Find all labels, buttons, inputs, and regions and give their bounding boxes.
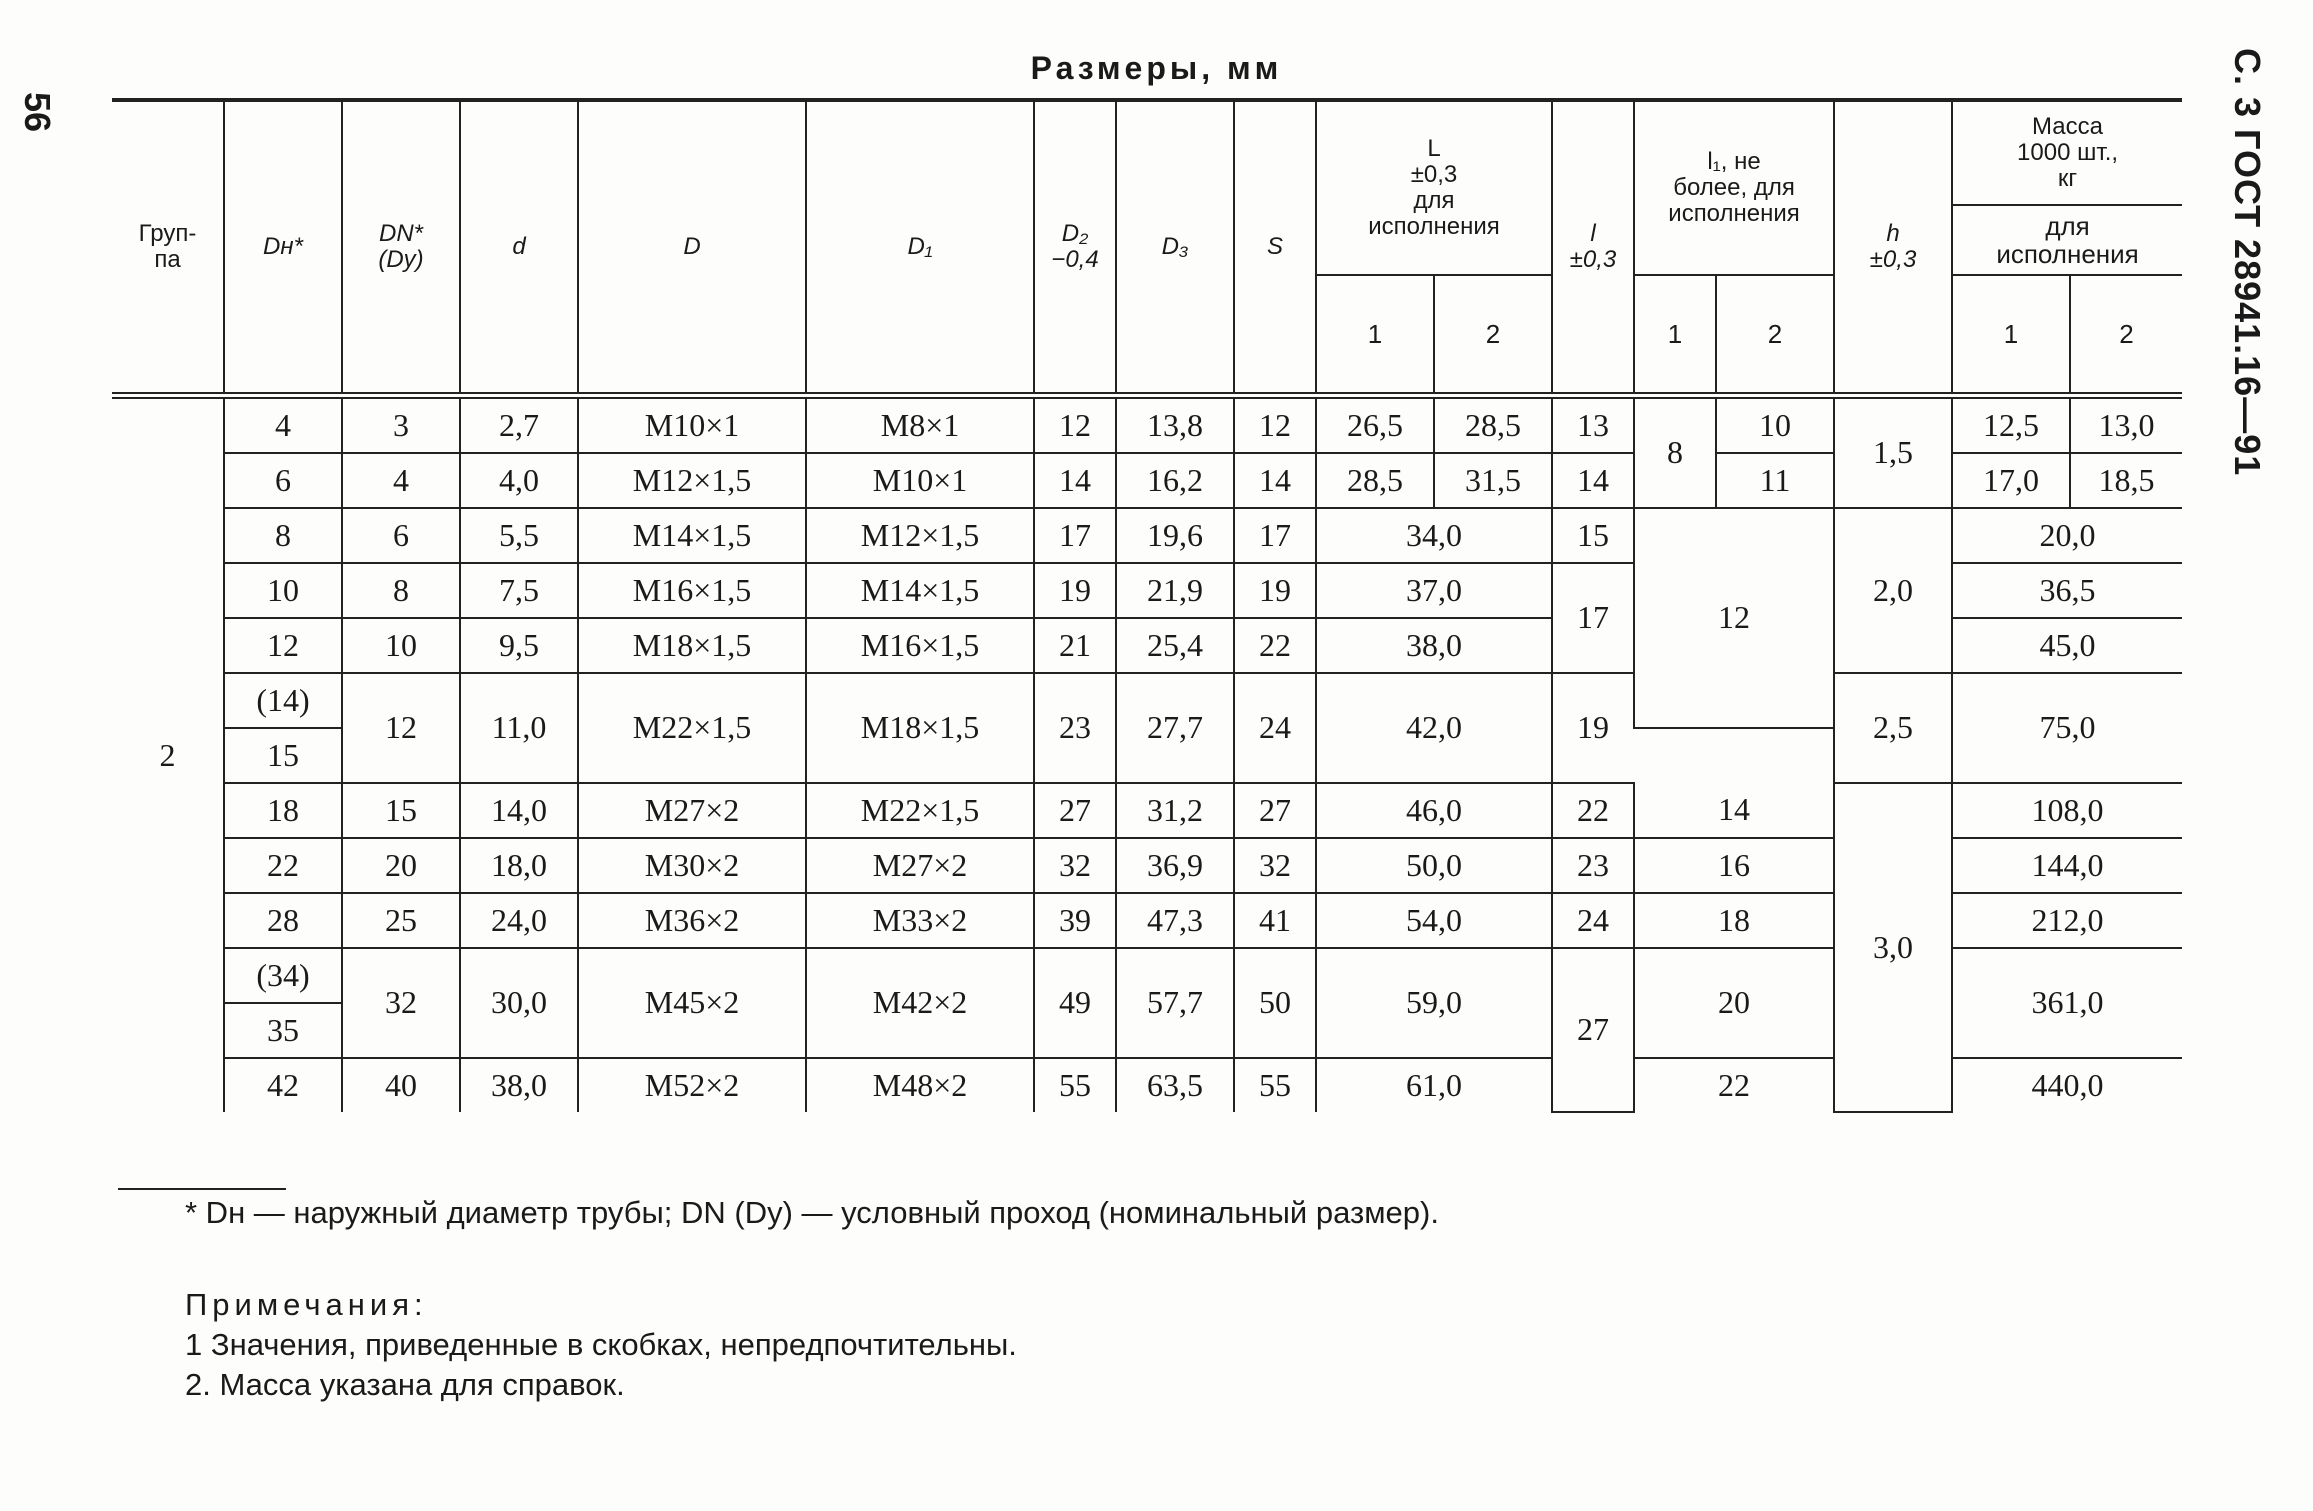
cell-h: 3,0 bbox=[1834, 783, 1952, 1112]
cell-dn-outer: 42 bbox=[224, 1058, 342, 1112]
cell-S: 17 bbox=[1234, 508, 1316, 563]
cell-S: 27 bbox=[1234, 783, 1316, 838]
cell-l: 13 bbox=[1552, 395, 1634, 453]
header-h: h ±0,3 bbox=[1834, 100, 1952, 395]
cell-dn-nominal: 8 bbox=[342, 563, 460, 618]
cell-D: M52×2 bbox=[578, 1058, 806, 1112]
cell-l: 27 bbox=[1552, 948, 1634, 1112]
header-l1: l₁, не более, для исполнения bbox=[1634, 100, 1834, 275]
cell-mass: 212,0 bbox=[1952, 893, 2182, 948]
cell-dn-outer: 12 bbox=[224, 618, 342, 673]
cell-dn-outer: 10 bbox=[224, 563, 342, 618]
cell-D: M12×1,5 bbox=[578, 453, 806, 508]
cell-L: 37,0 bbox=[1316, 563, 1552, 618]
header-D: D bbox=[578, 100, 806, 395]
cell-D1: M42×2 bbox=[806, 948, 1034, 1058]
notes bbox=[185, 1285, 1017, 1405]
cell-dn-outer: 4 bbox=[224, 395, 342, 453]
header-L: L ±0,3 для исполнения bbox=[1316, 100, 1552, 275]
cell-mass: 144,0 bbox=[1952, 838, 2182, 893]
header-group: Груп- па bbox=[112, 100, 224, 395]
cell-L: 59,0 bbox=[1316, 948, 1552, 1058]
header-L-v1: 1 bbox=[1316, 275, 1434, 395]
header-l1-v2: 2 bbox=[1716, 275, 1834, 395]
cell-D1: M48×2 bbox=[806, 1058, 1034, 1112]
cell-dn-nominal: 6 bbox=[342, 508, 460, 563]
cell-dn-nominal: 25 bbox=[342, 893, 460, 948]
cell-d: 4,0 bbox=[460, 453, 578, 508]
cell-dn-outer: 35 bbox=[224, 1003, 342, 1058]
cell-dn-outer: 8 bbox=[224, 508, 342, 563]
table-body bbox=[112, 395, 2300, 1112]
dimensions-table bbox=[112, 98, 2300, 1113]
cell-L-v2: 28,5 bbox=[1434, 395, 1552, 453]
cell-D: M36×2 bbox=[578, 893, 806, 948]
cell-D2: 21 bbox=[1034, 618, 1116, 673]
header-S: S bbox=[1234, 100, 1316, 395]
cell-D2: 19 bbox=[1034, 563, 1116, 618]
cell-d: 14,0 bbox=[460, 783, 578, 838]
cell-D2: 14 bbox=[1034, 453, 1116, 508]
cell-D2: 32 bbox=[1034, 838, 1116, 893]
cell-l1-v1: 8 bbox=[1634, 395, 1716, 508]
cell-D3: 36,9 bbox=[1116, 838, 1234, 893]
cell-D1: M33×2 bbox=[806, 893, 1034, 948]
cell-D1: M27×2 bbox=[806, 838, 1034, 893]
cell-D: M18×1,5 bbox=[578, 618, 806, 673]
cell-l: 24 bbox=[1552, 893, 1634, 948]
cell-mass-v1: 17,0 bbox=[1952, 453, 2070, 508]
running-header: С. 3 ГОСТ 28941.16—91 bbox=[2227, 48, 2268, 477]
cell-mass: 361,0 bbox=[1952, 948, 2182, 1058]
cell-dn-outer: (14) bbox=[224, 673, 342, 728]
cell-l1: 22 bbox=[1634, 1058, 1834, 1112]
cell-L: 34,0 bbox=[1316, 508, 1552, 563]
cell-d: 24,0 bbox=[460, 893, 578, 948]
cell-d: 18,0 bbox=[460, 838, 578, 893]
cell-L-v2: 31,5 bbox=[1434, 453, 1552, 508]
cell-L: 50,0 bbox=[1316, 838, 1552, 893]
cell-D1: M8×1 bbox=[806, 395, 1034, 453]
cell-S: 22 bbox=[1234, 618, 1316, 673]
cell-dn-nominal: 10 bbox=[342, 618, 460, 673]
cell-D1: M12×1,5 bbox=[806, 508, 1034, 563]
cell-mass: 20,0 bbox=[1952, 508, 2182, 563]
cell-d: 9,5 bbox=[460, 618, 578, 673]
cell-h: 2,5 bbox=[1834, 673, 1952, 783]
cell-D: M10×1 bbox=[578, 395, 806, 453]
cell-dn-outer: 18 bbox=[224, 783, 342, 838]
cell-L: 46,0 bbox=[1316, 783, 1552, 838]
cell-S: 19 bbox=[1234, 563, 1316, 618]
cell-dn-nominal: 3 bbox=[342, 395, 460, 453]
cell-D2: 27 bbox=[1034, 783, 1116, 838]
cell-D1: M10×1 bbox=[806, 453, 1034, 508]
cell-L: 54,0 bbox=[1316, 893, 1552, 948]
cell-L-v1: 28,5 bbox=[1316, 453, 1434, 508]
cell-dn-nominal: 20 bbox=[342, 838, 460, 893]
cell-d: 11,0 bbox=[460, 673, 578, 783]
cell-mass-v2: 13,0 bbox=[2070, 395, 2182, 453]
cell-dn-nominal: 12 bbox=[342, 673, 460, 783]
cell-D3: 57,7 bbox=[1116, 948, 1234, 1058]
cell-mass: 440,0 bbox=[1952, 1058, 2182, 1112]
cell-d: 5,5 bbox=[460, 508, 578, 563]
cell-l1: 12 bbox=[1634, 508, 1834, 728]
cell-dn-outer: 15 bbox=[224, 728, 342, 783]
header-mass-v2: 2 bbox=[2070, 275, 2182, 395]
cell-l: 14 bbox=[1552, 453, 1634, 508]
cell-dn-nominal: 15 bbox=[342, 783, 460, 838]
cell-D1: M22×1,5 bbox=[806, 783, 1034, 838]
cell-S: 24 bbox=[1234, 673, 1316, 783]
cell-l: 17 bbox=[1552, 563, 1634, 673]
cell-l: 23 bbox=[1552, 838, 1634, 893]
cell-D: M16×1,5 bbox=[578, 563, 806, 618]
header-l1-v1: 1 bbox=[1634, 275, 1716, 395]
page-number: 56 bbox=[17, 92, 58, 133]
header-dn-outer: Dн* bbox=[224, 100, 342, 395]
cell-D: M14×1,5 bbox=[578, 508, 806, 563]
cell-l1: 20 bbox=[1634, 948, 1834, 1058]
cell-D3: 27,7 bbox=[1116, 673, 1234, 783]
cell-d: 38,0 bbox=[460, 1058, 578, 1112]
cell-D: M27×2 bbox=[578, 783, 806, 838]
cell-dn-outer: 28 bbox=[224, 893, 342, 948]
cell-h: 2,0 bbox=[1834, 508, 1952, 673]
group-cell: 2 bbox=[159, 736, 176, 773]
cell-D3: 63,5 bbox=[1116, 1058, 1234, 1112]
note-item: 1 Значения, приведенные в скобках, непредпочтительны. bbox=[185, 1327, 1017, 1362]
cell-D3: 13,8 bbox=[1116, 395, 1234, 453]
cell-dn-nominal: 40 bbox=[342, 1058, 460, 1112]
cell-D1: M18×1,5 bbox=[806, 673, 1034, 783]
cell-l1-v2: 10 bbox=[1716, 395, 1834, 453]
table-caption: Размеры, мм bbox=[1030, 50, 1283, 86]
cell-D2: 17 bbox=[1034, 508, 1116, 563]
cell-mass: 75,0 bbox=[1952, 673, 2182, 783]
cell-D3: 47,3 bbox=[1116, 893, 1234, 948]
cell-d: 7,5 bbox=[460, 563, 578, 618]
cell-dn-outer: (34) bbox=[224, 948, 342, 1003]
cell-l1: 14 bbox=[1634, 783, 1834, 838]
cell-d: 2,7 bbox=[460, 395, 578, 453]
cell-L: 61,0 bbox=[1316, 1058, 1552, 1112]
cell-D3: 16,2 bbox=[1116, 453, 1234, 508]
cell-D3: 31,2 bbox=[1116, 783, 1234, 838]
cell-D2: 23 bbox=[1034, 673, 1116, 783]
header-d: d bbox=[460, 100, 578, 395]
cell-dn-outer: 6 bbox=[224, 453, 342, 508]
header-l: l ±0,3 bbox=[1552, 100, 1634, 395]
cell-d: 30,0 bbox=[460, 948, 578, 1058]
header-D3: D₃ bbox=[1116, 100, 1234, 395]
cell-D2: 39 bbox=[1034, 893, 1116, 948]
cell-l: 22 bbox=[1552, 783, 1634, 838]
cell-S: 50 bbox=[1234, 948, 1316, 1058]
cell-h: 1,5 bbox=[1834, 395, 1952, 508]
cell-D2: 55 bbox=[1034, 1058, 1116, 1112]
cell-dn-nominal: 32 bbox=[342, 948, 460, 1058]
cell-S: 12 bbox=[1234, 395, 1316, 453]
header-mass-v1: 1 bbox=[1952, 275, 2070, 395]
cell-D3: 19,6 bbox=[1116, 508, 1234, 563]
header-mass-variant: для исполнения bbox=[1952, 205, 2182, 275]
cell-D2: 12 bbox=[1034, 395, 1116, 453]
header-L-v2: 2 bbox=[1434, 275, 1552, 395]
header-D1: D₁ bbox=[806, 100, 1034, 395]
note-item: 2. Масса указана для справок. bbox=[185, 1367, 625, 1402]
header-D2: D₂ −0,4 bbox=[1034, 100, 1116, 395]
cell-S: 32 bbox=[1234, 838, 1316, 893]
cell-D: M22×1,5 bbox=[578, 673, 806, 783]
cell-dn-nominal: 4 bbox=[342, 453, 460, 508]
cell-L: 38,0 bbox=[1316, 618, 1552, 673]
cell-mass: 45,0 bbox=[1952, 618, 2182, 673]
notes-title: Примечания: bbox=[185, 1287, 428, 1322]
header-mass: Масса 1000 шт., кг bbox=[1952, 100, 2182, 205]
cell-l: 19 bbox=[1552, 673, 1634, 783]
cell-D1: M14×1,5 bbox=[806, 563, 1034, 618]
cell-l1: 16 bbox=[1634, 838, 1834, 893]
cell-L-v1: 26,5 bbox=[1316, 395, 1434, 453]
cell-mass: 108,0 bbox=[1952, 783, 2182, 838]
cell-D3: 25,4 bbox=[1116, 618, 1234, 673]
cell-l1-v2: 11 bbox=[1716, 453, 1834, 508]
cell-l: 15 bbox=[1552, 508, 1634, 563]
cell-S: 55 bbox=[1234, 1058, 1316, 1112]
cell-D: M30×2 bbox=[578, 838, 806, 893]
cell-l1: 18 bbox=[1634, 893, 1834, 948]
cell-D1: M16×1,5 bbox=[806, 618, 1034, 673]
table-header bbox=[112, 100, 2300, 395]
header-dn-nominal: DN* (Dу) bbox=[342, 100, 460, 395]
cell-D: M45×2 bbox=[578, 948, 806, 1058]
cell-D3: 21,9 bbox=[1116, 563, 1234, 618]
cell-mass-v2: 18,5 bbox=[2070, 453, 2182, 508]
cell-dn-outer: 22 bbox=[224, 838, 342, 893]
cell-mass-v1: 12,5 bbox=[1952, 395, 2070, 453]
cell-S: 41 bbox=[1234, 893, 1316, 948]
footnote-rule bbox=[118, 1188, 286, 1190]
footnote: * Dн — наружный диаметр трубы; DN (Dу) — условный проход (номинальный размер). bbox=[185, 1195, 1439, 1230]
cell-D2: 49 bbox=[1034, 948, 1116, 1058]
cell-mass: 36,5 bbox=[1952, 563, 2182, 618]
cell-S: 14 bbox=[1234, 453, 1316, 508]
cell-L: 42,0 bbox=[1316, 673, 1552, 783]
